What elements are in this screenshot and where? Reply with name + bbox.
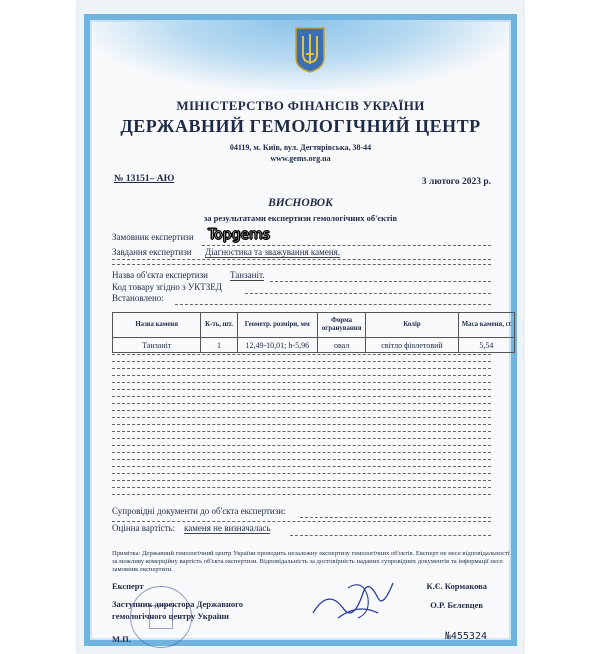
filler-line [112, 403, 491, 404]
stones-table [112, 312, 515, 353]
established-label: Встановлено: [112, 293, 164, 303]
table-row [113, 338, 515, 353]
filler-line [112, 361, 491, 362]
filler-line [112, 473, 491, 474]
expert-label: Експерт [112, 581, 144, 591]
document-subtitle: за результатами експертизи гемологічних об'єктів [203, 213, 398, 223]
center-website: www.gems.org.ua [270, 154, 331, 163]
filler-line [112, 368, 491, 369]
task-value: Діагностика та зважування каменя. [205, 247, 341, 257]
disclaimer-note: Примітка: Державний гемологічний центр України проводить незалежну експертизу гемологічних об'єктів. Експерт не несе відповідальності за можливу комерційну вартість об'єкта експертизи. Відповідальність за достовірність наданих супровідних документів та інформації несе замовник експертизи. [112, 550, 510, 574]
signature-scribble [308, 568, 398, 633]
filler-line [112, 424, 491, 425]
table-header: Геометр. розміри, мм [237, 313, 317, 338]
filler-line [112, 452, 491, 453]
table-header: Форма огранування [318, 313, 366, 338]
center-address: 04119, м. Київ, вул. Дегтярівська, 38-44 [229, 143, 372, 152]
filler-line [112, 375, 491, 376]
customer-value: Topgems [208, 227, 271, 243]
filler-line [112, 466, 491, 467]
docs-label: Супровідні документи до об'єкта експертизи: [112, 506, 286, 516]
table-cell: Танзаніт [113, 338, 201, 353]
mp-label: М.П. [112, 634, 131, 644]
filler-line [112, 396, 491, 397]
table-header: К-ть, шт. [201, 313, 237, 338]
filler-line [112, 431, 491, 432]
object-value: Танзаніт. [230, 270, 265, 280]
expert-name: К.Є. Кормакова [426, 581, 487, 591]
coat-of-arms-icon [290, 22, 330, 76]
table-cell: овал [318, 338, 366, 353]
customer-label: Замовник експертизи [112, 232, 194, 242]
table-header-row [113, 313, 515, 338]
certificate-page [78, 0, 523, 654]
table-cell: 12,49-10,01; h-5,96 [237, 338, 317, 353]
task-label: Завдання експертизи [112, 247, 192, 257]
table-cell: світло фіолетовий [366, 338, 458, 353]
valuation-value: каменя не визначалась [184, 523, 271, 533]
deputy-title-line-1: Заступник директора Державного [112, 599, 244, 609]
filler-line [112, 389, 491, 390]
code-label: Код товару згідно з УКТЗЕД [112, 282, 222, 292]
filler-line [112, 438, 491, 439]
valuation-label: Оцінна вартість: [112, 523, 176, 533]
document-date: 3 лютого 2023 р. [421, 177, 491, 187]
ministry-name: МІНІСТЕРСТВО ФІНАНСІВ УКРАЇНИ [176, 98, 425, 113]
filler-line [112, 494, 491, 495]
deputy-name: О.Р. Бєлєвцев [430, 600, 483, 610]
filler-line [112, 354, 491, 355]
filler-line [112, 487, 491, 488]
document-title: ВИСНОВОК [268, 197, 333, 209]
filler-line [112, 382, 491, 383]
table-header: Колір [366, 313, 458, 338]
center-name: ДЕРЖАВНИЙ ГЕМОЛОГІЧНИЙ ЦЕНТР [120, 116, 481, 136]
object-label: Назва об'єкта експертизи [112, 270, 208, 280]
filler-line [112, 410, 491, 411]
filler-line [112, 480, 491, 481]
filler-line [112, 445, 491, 446]
deputy-title-line-2: гемологічного центру України [112, 611, 229, 621]
table-cell: 5,54 [458, 338, 514, 353]
certificate-frame [84, 14, 517, 646]
table-header: Назва каменя [113, 313, 201, 338]
filler-line [112, 459, 491, 460]
filler-line [112, 417, 491, 418]
table-cell: 1 [201, 338, 237, 353]
document-number: № 13151– АЮ [114, 174, 175, 184]
table-header: Маса каменя, ct [458, 313, 514, 338]
serial-number: №455324 [444, 631, 487, 642]
